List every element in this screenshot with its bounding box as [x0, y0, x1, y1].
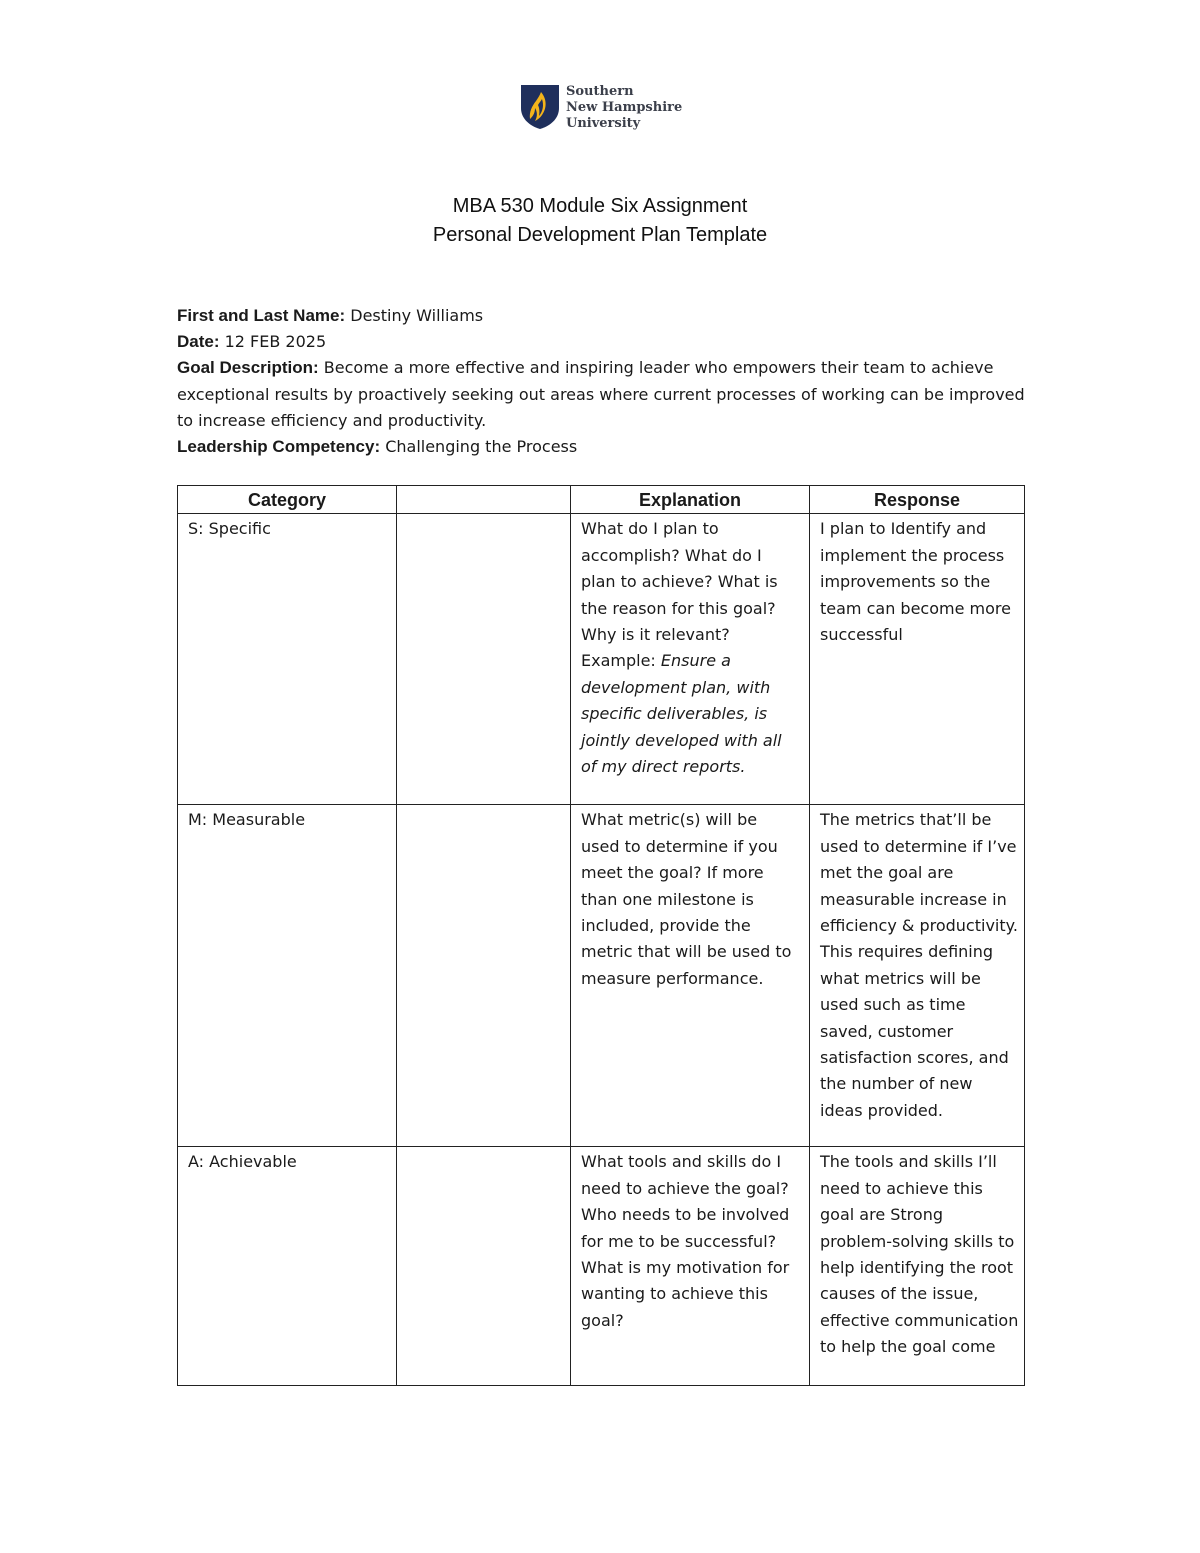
name-value: Destiny Williams [350, 306, 484, 325]
logo-line-3: University [566, 116, 641, 131]
example-label: Example: [581, 651, 656, 671]
blank-cell [397, 1147, 571, 1386]
name-line [177, 303, 1027, 329]
response-cell: I plan to Identify and implement the process improvements so the team can become more successful [810, 514, 1025, 805]
date-label: Date: [177, 332, 220, 352]
date-value: 12 FEB 2025 [224, 332, 327, 352]
header-blank [397, 486, 571, 514]
category-cell: S: Specific [178, 514, 397, 805]
logo-line-2: New Hampshire [566, 100, 683, 115]
document-title: MBA 530 Module Six Assignment [452, 195, 748, 217]
competency-line [177, 434, 1027, 460]
table-row [178, 514, 1025, 805]
blank-cell [397, 805, 571, 1147]
competency-label: Leadership Competency: [177, 437, 381, 457]
explanation-text: What do I plan to accomplish? What do I plan to achieve? What is the reason for this goal? Why is it relevant? [581, 519, 778, 645]
header-explanation: Explanation [571, 486, 810, 514]
shield-flame-icon [520, 84, 560, 130]
table-row [178, 1147, 1025, 1386]
blank-cell [397, 514, 571, 805]
university-logo [520, 84, 700, 134]
logo-line-1: Southern [566, 84, 634, 99]
response-cell: The metrics that’ll be used to determine if I’ve met the goal are measurable increase in efficiency & productivity. This requires defining what metrics will be used such as time saved, customer satisfaction scores, and the number of new ideas provided. [810, 805, 1025, 1147]
category-cell: A: Achievable [178, 1147, 397, 1386]
document-title-block [0, 192, 1200, 250]
logo-wordmark [566, 84, 682, 132]
goal-line [177, 355, 1027, 434]
category-cell: M: Measurable [178, 805, 397, 1147]
table-row [178, 805, 1025, 1147]
date-line [177, 329, 1027, 355]
goal-value: Become a more effective and inspiring leader who empowers their team to achieve exceptional results by proactively seeking out areas where current processes of working can be improved to increase efficiency and productivity. [177, 358, 1025, 430]
response-cell: The tools and skills I’ll need to achieve this goal are Strong problem-solving skills to help identifying the root causes of the issue, effective communication to help the goal come [810, 1147, 1025, 1386]
explanation-cell [571, 514, 810, 805]
goal-label: Goal Description: [177, 358, 319, 378]
name-label: First and Last Name: [177, 306, 346, 325]
table-header-row [178, 486, 1025, 514]
explanation-cell: What metric(s) will be used to determine if you meet the goal? If more than one milestone is included, provide the metric that will be used to measure performance. [571, 805, 810, 1147]
smart-goal-table [177, 485, 1025, 1386]
plan-details [177, 303, 1027, 460]
document-subtitle: Personal Development Plan Template [432, 224, 768, 246]
competency-value: Challenging the Process [385, 437, 578, 457]
explanation-cell: What tools and skills do I need to achieve the goal? Who needs to be involved for me to be successful? What is my motivation for wanting to achieve this goal? [571, 1147, 810, 1386]
example-text: Ensure a development plan, with specific deliverables, is jointly developed with all of my direct reports. [581, 651, 782, 777]
header-category: Category [178, 486, 397, 514]
header-response: Response [810, 486, 1025, 514]
